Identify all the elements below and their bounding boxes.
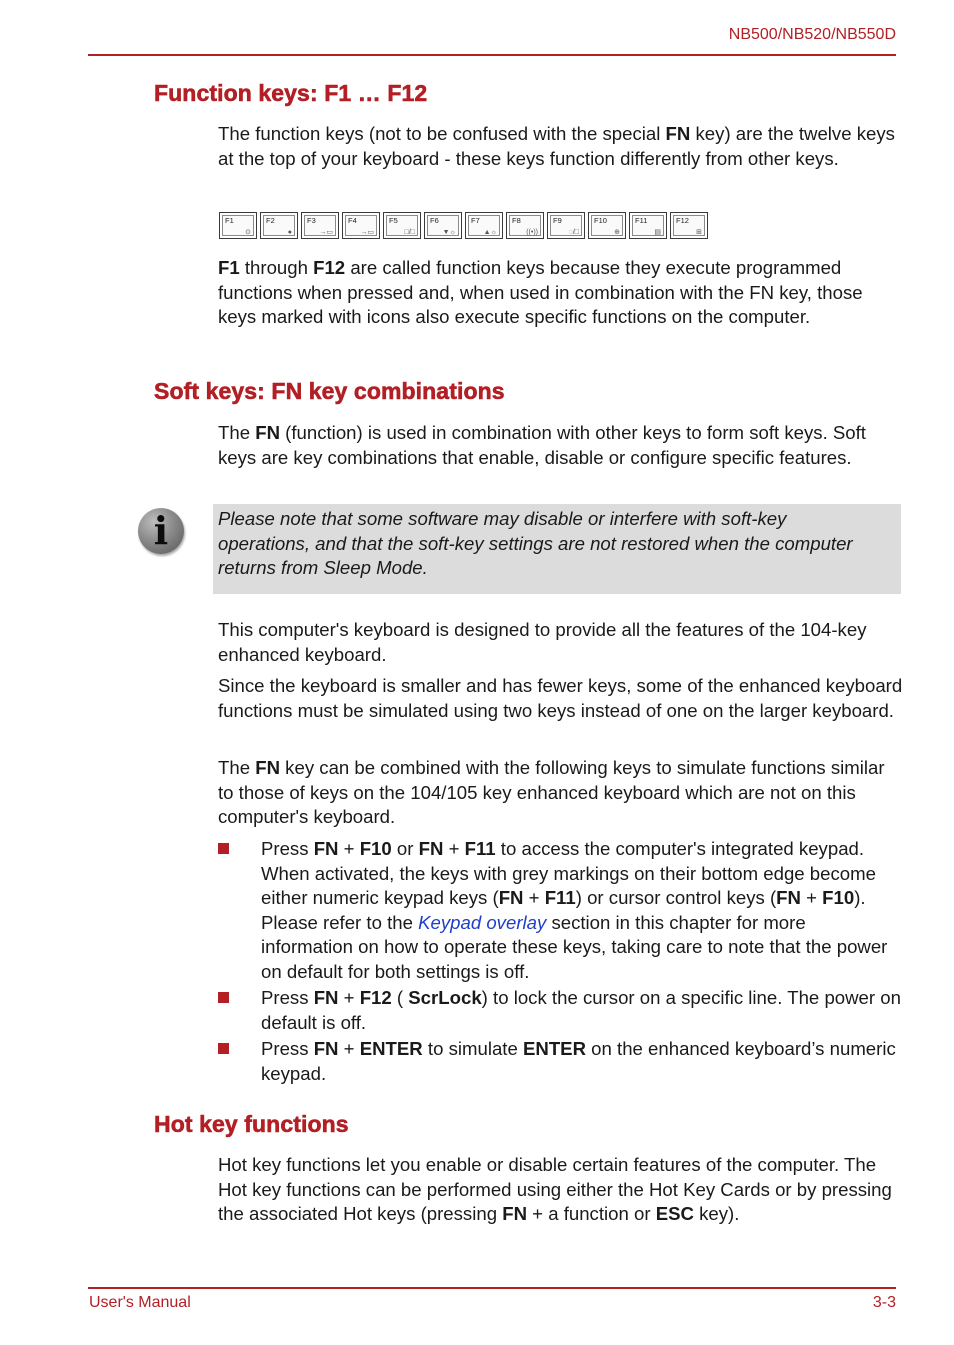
fn-combine-paragraph: The FN key can be combined with the following keys to simulate functions similar to those of keys on the 104/105 key enhanced keyboard which are not on this computer's keyboard. <box>218 757 885 827</box>
key-f1: F1 ⊙ <box>219 212 257 239</box>
header-model: NB500/NB520/NB550D <box>728 26 896 43</box>
bullet-square-icon <box>218 843 229 854</box>
numeric-mode-icon: ▤ <box>654 229 661 236</box>
function-keys-intro: The function keys (not to be confused with the special FN key) are the twelve keys at the top of your keyboard - these keys function differently from other keys. <box>218 123 895 169</box>
keyboard-104-paragraph: This computer's keyboard is designed to provide all the features of the 104-key enhanced keyboard. <box>218 619 867 665</box>
keypad-overlay-link[interactable]: Keypad overlay <box>418 911 547 933</box>
hibernate-icon: →▭ <box>360 229 374 236</box>
key-f3: F3 →▭ <box>301 212 339 239</box>
bullet-square-icon <box>218 1043 229 1054</box>
brightness-down-icon: ▼☼ <box>442 229 456 236</box>
list-item: Press FN + F10 or FN + F11 to access the computer's integrated keypad. When activated, the keys with grey markings on their bottom edge become either numeric keypad keys (FN + F11) or cursor control keys (FN + F10). Please refer to the Keypad overlay section in this chapter for more information on how to operate these keys, taking care to note that the power on default for both settings is off. <box>218 837 903 984</box>
scroll-lock-icon: ⊞ <box>696 229 702 236</box>
lock-icon: ⊙ <box>245 229 251 236</box>
key-f7: F7 ▲☼ <box>465 212 503 239</box>
touchpad-icon: ◌/□ <box>568 229 579 236</box>
page-number: 3-3 <box>872 1294 896 1311</box>
heading-soft-keys: Soft keys: FN key combinations <box>154 378 505 404</box>
info-icon: i <box>138 508 184 554</box>
list-item: Press FN + F12 ( ScrLock) to lock the cursor on a specific line. The power on default is off. <box>218 986 903 1035</box>
header-rule <box>88 54 896 56</box>
function-key-strip <box>219 212 708 239</box>
key-f2: F2 ● <box>260 212 298 239</box>
keyboard-smaller-paragraph: Since the keyboard is smaller and has fewer keys, some of the enhanced keyboard functions must be simulated using two keys instead of one on the larger keyboard. <box>218 675 903 721</box>
key-f5: F5 □/□ <box>383 212 421 239</box>
function-keys-description: F1 through F12 are called function keys because they execute programmed functions when pressed and, when used in combination with the FN key, those keys marked with icons also execute specific functions on the computer. <box>218 257 863 327</box>
key-f4: F4 →▭ <box>342 212 380 239</box>
arrow-mode-icon: ⊕ <box>614 229 620 236</box>
brightness-up-icon: ▲☼ <box>483 229 497 236</box>
footer-manual-label: User's Manual <box>89 1294 191 1311</box>
key-f6: F6 ▼☼ <box>424 212 462 239</box>
hot-key-paragraph: Hot key functions let you enable or disable certain features of the computer. The Hot key functions can be performed using either the Hot Key Cards or by pressing the associated Hot keys (pressing FN + a function or ESC key). <box>218 1154 892 1224</box>
key-f11: F11 ▤ <box>629 212 667 239</box>
key-f8: F8 ((•)) <box>506 212 544 239</box>
power-plan-icon: ● <box>287 229 292 236</box>
heading-function-keys: Function keys: F1 … F12 <box>154 80 428 106</box>
bullet-square-icon <box>218 992 229 1003</box>
sleep-icon: →▭ <box>319 229 333 236</box>
wireless-icon: ((•)) <box>526 229 538 236</box>
display-switch-icon: □/□ <box>404 229 415 236</box>
soft-keys-intro: The FN (function) is used in combination with other keys to form soft keys. Soft keys are key combinations that enable, disable or configure specific features. <box>218 422 866 468</box>
key-f10: F10 ⊕ <box>588 212 626 239</box>
key-f12: F12 ⊞ <box>670 212 708 239</box>
note-text: Please note that some software may disable or interfere with soft-key operations, and that the soft-key settings are not restored when the computer returns from Sleep Mode. <box>218 508 853 578</box>
list-item: Press FN + ENTER to simulate ENTER on the enhanced keyboard’s numeric keypad. <box>218 1037 903 1086</box>
footer-rule <box>88 1287 896 1289</box>
heading-hot-key-functions: Hot key functions <box>154 1111 349 1137</box>
note-box <box>213 504 901 594</box>
key-f9: F9 ◌/□ <box>547 212 585 239</box>
